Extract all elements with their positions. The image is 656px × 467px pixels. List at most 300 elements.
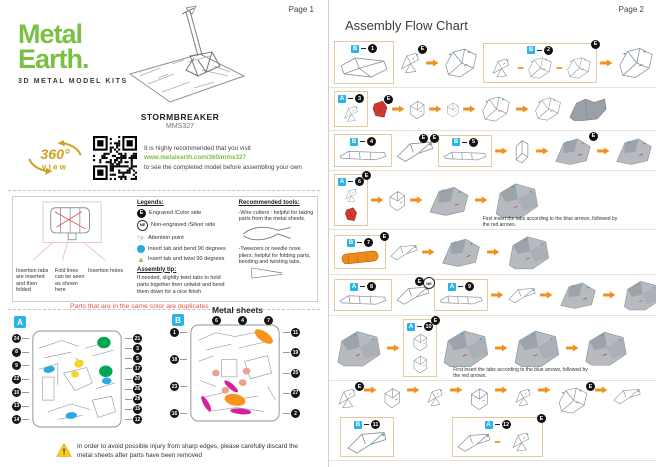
sheet-letter-chip: B: [528, 47, 534, 53]
box-part-icon: [408, 99, 426, 120]
step-box-header: [448, 282, 474, 291]
tools-title: Recommended tools:: [238, 200, 300, 206]
flat-strip-icon: [438, 292, 484, 308]
instructions-box: [12, 196, 318, 302]
sheet-letter-chip: A: [486, 421, 491, 428]
assembly-part: [555, 383, 593, 415]
chip-dash: [360, 286, 365, 287]
callout-line: [283, 373, 290, 374]
legend-label: Attention point: [148, 234, 184, 241]
diagram-label: Insertion holes: [88, 268, 124, 274]
assembly-step-box: [334, 91, 368, 127]
grey-wedge-icon: [552, 136, 594, 166]
assembly-step-box: [334, 134, 392, 167]
divider: [8, 190, 320, 191]
assembly-part: [445, 101, 460, 118]
model-hero-illustration: [102, 4, 254, 110]
callout-line: [125, 399, 132, 400]
qr-note-line-1: It is highly recommended that you visit: [144, 145, 251, 153]
flow-arrow-icon: [495, 386, 508, 394]
assembly-cluster-icon: [555, 386, 591, 415]
qr-note-line-2: to see the completed model before assembling your own: [144, 163, 302, 171]
box-part-icon: [408, 354, 432, 374]
part-number-badge: 22: [13, 376, 20, 382]
part-callout: [170, 328, 187, 337]
step-box-header: [338, 177, 364, 186]
assembly-step-box: [340, 417, 394, 457]
assembly-part: [511, 327, 563, 369]
part-number-chip: 7: [364, 238, 373, 247]
assembly-row: [329, 88, 656, 131]
assembly-part: [616, 46, 656, 80]
assembly-row: [329, 316, 656, 381]
duplicate-part-highlight: [99, 366, 112, 378]
sheet-letter-chip: A: [408, 323, 414, 330]
box-part-icon: [387, 189, 407, 212]
callout-line: [22, 379, 29, 380]
flow-arrow-icon: [429, 105, 442, 113]
svg-text:!: !: [62, 446, 66, 457]
sheet-letter-chip: B: [348, 239, 354, 246]
step-box-body: [408, 332, 432, 374]
part-callout: [12, 334, 29, 343]
engraved-marker: E: [589, 132, 598, 141]
duplicate-part-highlight: [239, 379, 247, 386]
blue-dot-icon: [137, 245, 145, 253]
folded-part-icon: [338, 104, 364, 124]
part-callout: [12, 388, 29, 397]
part-callout: [283, 409, 300, 418]
part-callout: [12, 415, 29, 424]
flow-arrow-icon: [410, 196, 423, 204]
assembly-part: [371, 96, 391, 120]
callout-line: [180, 332, 187, 333]
warning-triangle-icon: [56, 443, 72, 457]
assembly-cluster-icon: [565, 56, 593, 80]
part-callout: [125, 364, 142, 373]
assembly-row: [329, 171, 656, 230]
assembly-part: [612, 386, 642, 406]
callout-line: [125, 419, 132, 420]
assembly-part: [397, 46, 425, 77]
tools-column: [239, 200, 314, 298]
part-callout: [283, 348, 300, 357]
non-engraved-marker-icon: NE: [137, 220, 148, 231]
page-1-label: Page 1: [288, 5, 314, 14]
part-number-badge: 12: [134, 416, 141, 423]
fold-diagram: [16, 200, 132, 262]
assembly-part: [442, 47, 480, 79]
duplicate-part-highlight: [97, 337, 110, 349]
assembly-part: [491, 180, 543, 220]
part-callout: [125, 354, 142, 363]
step-box-header: [350, 282, 376, 291]
grey-model-icon: [503, 233, 555, 271]
sub-step-dash-icon: [494, 440, 501, 444]
blade-part-icon: [344, 430, 390, 454]
part-number-chip: 1: [368, 44, 377, 53]
assembly-step-box: [438, 135, 492, 167]
assembly-part: [438, 236, 484, 268]
tool-item: -Tweezers or needle nose pliers: helpful for folding parts, bending and twisting tabs.: [238, 245, 311, 266]
assembly-step-box: [452, 417, 543, 457]
legend-item: [137, 234, 234, 243]
assembly-part: [395, 135, 437, 164]
assembly-row: [329, 131, 656, 171]
sheet-left-callouts: [170, 323, 187, 423]
grey-model-icon: [334, 327, 384, 369]
assembly-part: [334, 327, 384, 369]
part-number-badge: 15: [134, 406, 141, 413]
assembly-step-box: [334, 279, 392, 311]
part-callout: [125, 405, 142, 414]
part-callout: [125, 344, 142, 353]
axe-head-grey-icon: [567, 95, 609, 123]
step-box-header: [485, 420, 511, 429]
callout-line: [22, 352, 29, 353]
sub-step-dash-icon: [556, 66, 563, 70]
assembly-part: [395, 278, 432, 309]
sheet-letter-chip: B: [453, 139, 459, 145]
legends-column: [137, 200, 234, 298]
grey-wedge-icon: [613, 136, 655, 166]
part-number-chip: 11: [372, 421, 379, 428]
bar-part-icon: [511, 138, 533, 164]
flat-part-icon: [338, 54, 390, 81]
assembly-row: [329, 381, 656, 461]
grey-model-icon: [440, 326, 492, 370]
callout-line: [125, 409, 132, 410]
chip-dash: [348, 181, 353, 182]
step-box-body: [340, 187, 362, 223]
chip-dash: [357, 242, 362, 243]
assembly-tip-title: Assembly tip:: [137, 266, 177, 273]
callout-line: [125, 358, 132, 359]
non-engraved-marker: NE: [423, 277, 435, 289]
tweezers-icon: [239, 266, 295, 280]
step-box-header: [347, 238, 373, 247]
blade-part-icon: [389, 242, 419, 262]
part-number-badge: 2: [291, 409, 300, 418]
chip-dash: [495, 424, 500, 425]
sheet-letter-chip: A: [449, 283, 455, 290]
assembly-part: [334, 383, 362, 411]
part-number-badge: 6: [212, 316, 221, 325]
callout-line: [125, 368, 132, 369]
flow-arrow-icon: [426, 59, 439, 67]
flow-arrow-icon: [487, 248, 500, 256]
engraved-marker: E: [418, 45, 427, 54]
assembly-step-box: [483, 43, 597, 83]
assembly-part: [467, 386, 491, 411]
step-box-header: [452, 138, 478, 147]
duplicates-note: Parts that are in the same color are duplicates: [70, 303, 209, 310]
assembly-part: [613, 136, 655, 166]
sheet-top-callouts: [212, 316, 273, 325]
callout-line: [125, 338, 132, 339]
assembly-row: [329, 38, 656, 88]
green-triangle-icon: ▲: [137, 254, 145, 264]
part-number-chip: 5: [469, 138, 478, 147]
step-box-body: [338, 248, 382, 266]
badge-360-text: 360°: [40, 146, 70, 163]
assembly-step-box: [434, 279, 488, 311]
assembly-part: [582, 328, 630, 368]
assembly-part: [556, 280, 600, 310]
part-callout: [125, 385, 142, 394]
assembly-step-box: [334, 174, 368, 226]
flow-arrow-icon: [407, 386, 420, 394]
step-box-body: [442, 148, 488, 164]
qr-note-url: www.metalearth.com/360/mms327: [144, 154, 246, 162]
folded-part-icon: [512, 386, 534, 409]
assembly-cluster-icon: [526, 56, 554, 80]
360-view-badge: [24, 138, 86, 178]
part-callout: [12, 375, 29, 384]
assembly-part: [503, 233, 555, 271]
part-number-badge: 28: [134, 396, 141, 403]
folded-part-icon: [487, 56, 515, 80]
part-callout: [170, 355, 187, 364]
chip-dash: [417, 326, 422, 327]
chip-dash: [462, 142, 467, 143]
callout-line: [180, 413, 187, 414]
assembly-step-box: [334, 41, 394, 84]
callout-line: [283, 413, 290, 414]
part-callout: [12, 348, 29, 357]
chip-dash: [537, 50, 542, 51]
tool-item: -Wire cutters : helpful for taking parts from the metal sheets.: [238, 209, 314, 223]
assembly-part: [387, 189, 407, 212]
chip-dash: [361, 48, 366, 49]
flat-strip-icon: [338, 292, 388, 308]
sheet-body: [29, 328, 125, 430]
box-part-icon: [467, 386, 491, 411]
flow-arrow-icon: [491, 291, 504, 299]
flow-arrow-icon: [450, 386, 463, 394]
assembly-rows: [329, 38, 656, 461]
metal-sheet-b: [170, 315, 300, 424]
assembly-row-line: [334, 417, 651, 457]
assembly-step-box: [403, 319, 437, 377]
grey-model-icon: [491, 180, 543, 220]
flow-arrow-icon: [540, 291, 553, 299]
box-part-icon: [445, 101, 460, 118]
duplicate-part-highlight: [243, 368, 251, 375]
assembly-part: [426, 184, 472, 217]
legend-label: Insert tab and twist 90 degrees: [147, 256, 225, 263]
folded-part-icon: [424, 386, 446, 409]
assembly-step-box: [334, 235, 386, 269]
callout-line: [283, 393, 290, 394]
part-number-chip: 12: [502, 421, 510, 428]
chip-dash: [348, 98, 353, 99]
assembly-caption: First insert the tabs according to the blue arrows, followed by the red arrows.: [482, 215, 618, 228]
flow-arrow-icon: [566, 344, 579, 352]
assembly-cluster-icon: [479, 95, 513, 123]
part-number-badge: 1: [170, 328, 179, 337]
part-number-badge: 4: [238, 316, 247, 325]
sheet-letter-chip: A: [351, 283, 357, 290]
flow-arrow-icon: [387, 344, 400, 352]
part-number-badge: 5: [133, 354, 142, 363]
part-callout: [170, 382, 187, 391]
model-sku: MMS327: [165, 123, 194, 130]
logo-tagline: 3D METAL MODEL KITS: [18, 77, 128, 85]
part-number-chip: 4: [367, 137, 376, 146]
folded-part-icon: [340, 187, 362, 204]
grey-wedge-icon: [438, 236, 484, 268]
callout-line: [22, 338, 29, 339]
part-number-badge: 21: [134, 335, 141, 342]
assembly-cluster-icon: [442, 47, 480, 79]
model-name: STORMBREAKER: [140, 112, 220, 122]
part-number-chip: 3: [355, 94, 364, 103]
chip-dash: [364, 424, 369, 425]
assembly-caption: First insert the tabs according to the blue arrows, followed by the red arrows.: [453, 366, 588, 379]
sheet-right-callouts: [125, 329, 142, 429]
callout-line: [283, 332, 290, 333]
step-box-header: [350, 137, 376, 146]
assembly-cluster-icon: [532, 96, 564, 122]
engraved-marker: E: [431, 316, 440, 325]
engraved-marker: E: [355, 382, 364, 391]
engraved-marker: E: [419, 134, 428, 143]
assembly-part: [511, 138, 533, 164]
step-box-header: [527, 46, 553, 55]
engraved-marker: E: [586, 382, 595, 391]
assembly-part: [552, 133, 596, 166]
blade-part-icon: [456, 430, 492, 454]
attention-hand-icon: ☞: [137, 232, 146, 243]
flow-arrow-icon: [475, 196, 488, 204]
engraved-marker: E: [591, 40, 600, 49]
part-number-badge: 24: [13, 335, 20, 342]
callout-line: [22, 406, 29, 407]
grey-wedge-icon: [556, 280, 600, 310]
sheet-letter-chip: B: [172, 314, 184, 326]
sheet-letter-chip: B: [355, 421, 361, 428]
part-number-badge: 10: [13, 389, 20, 396]
step-box-body: [344, 430, 390, 454]
box-part-icon: [381, 386, 403, 409]
flow-arrow-icon: [603, 291, 616, 299]
box-part-icon: [408, 332, 432, 352]
step-box-body: [338, 147, 388, 164]
legend-item: [137, 256, 234, 264]
blade-part-icon: [395, 138, 435, 164]
sheet-letter-chip: B: [351, 138, 357, 145]
assembly-part: [479, 95, 513, 123]
flow-arrow-icon: [392, 105, 405, 113]
part-number-badge: 18: [171, 356, 178, 363]
flow-arrow-icon: [516, 105, 529, 113]
part-callout: [125, 415, 142, 424]
part-number-badge: 27: [292, 390, 299, 397]
legend-item: [137, 245, 234, 253]
flow-arrow-icon: [600, 59, 613, 67]
step-box-body: [338, 54, 390, 81]
step-box-header: [351, 44, 377, 53]
assembly-part: [507, 286, 537, 304]
sheet-letter-chip: A: [339, 95, 345, 102]
part-callout: [283, 389, 300, 398]
part-number-badge: 14: [13, 416, 20, 423]
legend-label: Non-engraved /Silver side: [151, 222, 216, 229]
part-number-badge: 7: [264, 316, 273, 325]
callout-line: [125, 389, 132, 390]
blade-part-icon: [612, 386, 642, 406]
legends-title: Legends:: [137, 200, 164, 206]
engraved-marker: E: [430, 134, 439, 143]
step-box-body: [487, 56, 593, 80]
part-callout: [12, 361, 29, 370]
part-number-badge: 11: [292, 329, 299, 336]
flow-arrow-icon: [364, 386, 377, 394]
part-callout: [125, 334, 142, 343]
callout-line: [22, 419, 29, 420]
part-number-badge: 20: [134, 376, 141, 382]
fold-diagram-column: [16, 200, 132, 298]
part-number-chip: 10: [425, 323, 432, 330]
part-callout: [283, 328, 300, 337]
callout-line: [22, 365, 29, 366]
model-name-block: [100, 112, 260, 130]
page-2-label: Page 2: [618, 5, 644, 14]
page-2: [328, 0, 656, 467]
part-number-badge: 8: [12, 348, 21, 357]
folded-part-icon: [503, 430, 539, 454]
sub-step-dash-icon: [517, 66, 524, 70]
part-number-badge: 9: [12, 361, 21, 370]
callout-line: [125, 348, 132, 349]
flow-arrow-icon: [422, 248, 435, 256]
qr-note: [144, 144, 302, 171]
flow-arrow-icon: [536, 147, 549, 155]
flow-arrow-icon: [371, 196, 384, 204]
assembly-row: [329, 275, 656, 316]
callout-line: [125, 379, 132, 380]
step-box-body: [456, 430, 539, 454]
sheet-letter-chip: B: [352, 45, 358, 52]
assembly-part: [619, 278, 656, 312]
warning-text: In order to avoid possible injury from sharp edges, please carefully discard the metal sheets after parts have been removed: [77, 443, 298, 459]
sheet-letter-chip: A: [339, 178, 345, 185]
part-number-chip: 8: [367, 282, 376, 291]
callout-line: [22, 392, 29, 393]
part-callout: [170, 409, 187, 418]
logo-line-1: Metal: [18, 19, 83, 49]
flow-arrow-icon: [495, 147, 508, 155]
part-number-chip: 9: [465, 282, 474, 291]
legend-item: [137, 209, 234, 218]
callout-line: [180, 359, 187, 360]
flow-arrow-icon: [538, 386, 551, 394]
grey-model-icon: [511, 327, 563, 369]
duplicate-part-highlight: [102, 378, 112, 385]
legend-item: [137, 220, 234, 231]
part-number-badge: 25: [292, 370, 299, 376]
chip-dash: [458, 286, 463, 287]
sheet-letter-chip: A: [14, 316, 26, 328]
part-callout: [283, 369, 300, 378]
legend-label: Insert tab and bend 90 degrees: [148, 245, 226, 252]
part-number-badge: 3: [133, 344, 142, 353]
flat-strip-icon: [442, 148, 488, 164]
assembly-part: [424, 386, 446, 409]
legend-label: Engraved /Color side: [149, 209, 202, 216]
engraved-marker: E: [537, 414, 546, 423]
